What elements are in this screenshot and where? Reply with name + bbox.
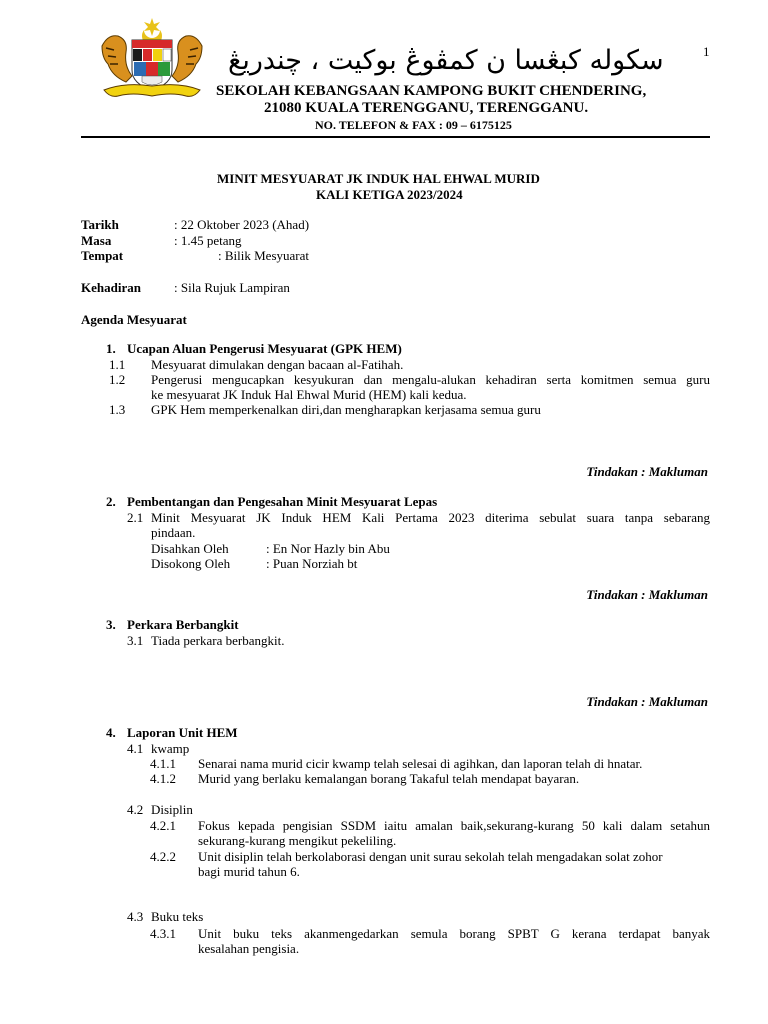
item-4-1-2-number: 4.1.2 bbox=[150, 771, 176, 786]
item-4-1-1-text: Senarai nama murid cicir kwamp telah selesai di agihkan, dan laporan telah di hnatar. bbox=[198, 756, 643, 771]
item-1-1-text: Mesyuarat dimulakan dengan bacaan al-Fatihah. bbox=[151, 357, 404, 372]
header-rule bbox=[81, 136, 710, 138]
place-label: Tempat bbox=[81, 248, 124, 263]
item-4-2-1-text: Fokus kepada pengisian SSDM iaitu amalan baik,sekurang-kurang 50 kali dalam setahun bbox=[198, 818, 710, 833]
item-4-2-1-text-cont: sekurang-kurang mengikut pekeliling. bbox=[198, 833, 397, 848]
agenda-heading: Agenda Mesyuarat bbox=[81, 312, 187, 327]
document-subtitle: KALI KETIGA 2023/2024 bbox=[316, 187, 463, 202]
section-2-action: Tindakan : Makluman bbox=[586, 587, 708, 602]
section-2-number: 2. bbox=[106, 494, 116, 509]
item-4-1-2-text: Murid yang berlaku kemalangan borang Takaful telah mendapat bayaran. bbox=[198, 771, 580, 786]
section-4-number: 4. bbox=[106, 725, 116, 740]
place-value: : Bilik Mesyuarat bbox=[218, 248, 309, 263]
section-3-title: Perkara Berbangkit bbox=[127, 617, 239, 632]
school-name-jawi: سکوله کبڠسا ن کمڤوڠ بوکيت ، چندريڠ bbox=[228, 45, 664, 76]
subsection-4-3-number: 4.3 bbox=[127, 909, 144, 924]
item-4-2-2-text-cont: bagi murid tahun 6. bbox=[198, 864, 300, 879]
school-address: 21080 KUALA TERENGGANU, TERENGGANU. bbox=[264, 100, 589, 116]
subsection-4-1-title: kwamp bbox=[151, 741, 190, 756]
approved-by-label: Disahkan Oleh bbox=[151, 541, 229, 556]
item-1-3-text: GPK Hem memperkenalkan diri,dan mengharapkan kerjasama semua guru bbox=[151, 402, 541, 417]
section-1-title: Ucapan Aluan Pengerusi Mesyuarat (GPK HEM) bbox=[127, 341, 402, 356]
subsection-4-2-number: 4.2 bbox=[127, 802, 144, 817]
item-4-1-1-number: 4.1.1 bbox=[150, 756, 176, 771]
date-label: Tarikh bbox=[81, 217, 119, 232]
item-4-2-2-number: 4.2.2 bbox=[150, 849, 176, 864]
school-phone: NO. TELEFON & FAX : 09 – 6175125 bbox=[315, 118, 512, 132]
section-1-action: Tindakan : Makluman bbox=[586, 464, 708, 479]
seconded-by-label: Disokong Oleh bbox=[151, 556, 231, 571]
section-2-title: Pembentangan dan Pengesahan Minit Mesyuarat Lepas bbox=[127, 494, 438, 509]
time-label: Masa bbox=[81, 233, 112, 248]
item-4-2-1-number: 4.2.1 bbox=[150, 818, 176, 833]
item-2-1-text: Minit Mesyuarat JK Induk HEM Kali Pertama 2023 diterima sebulat suara tanpa sebarang bbox=[151, 510, 710, 525]
school-name: SEKOLAH KEBANGSAAN KAMPONG BUKIT CHENDERING, bbox=[216, 83, 647, 99]
item-4-3-1-text-cont: kesalahan pengisia. bbox=[198, 941, 300, 956]
approved-by-value: : En Nor Hazly bin Abu bbox=[266, 541, 390, 556]
attendance-label: Kehadiran bbox=[81, 280, 141, 295]
section-4-title: Laporan Unit HEM bbox=[127, 725, 238, 740]
item-3-1-number: 3.1 bbox=[127, 633, 144, 648]
section-3-action: Tindakan : Makluman bbox=[586, 694, 708, 709]
item-1-2-number: 1.2 bbox=[109, 372, 126, 387]
item-1-1-number: 1.1 bbox=[109, 357, 126, 372]
section-1-number: 1. bbox=[106, 341, 116, 356]
item-2-1-number: 2.1 bbox=[127, 510, 144, 525]
time-value: : 1.45 petang bbox=[174, 233, 242, 248]
date-value: : 22 Oktober 2023 (Ahad) bbox=[174, 217, 310, 232]
subsection-4-3-title: Buku teks bbox=[151, 909, 204, 924]
item-1-3-number: 1.3 bbox=[109, 402, 126, 417]
item-4-3-1-text: Unit buku teks akanmengedarkan semula borang SPBT G kerana terdapat banyak bbox=[198, 926, 710, 941]
page-number: 1 bbox=[703, 44, 710, 59]
item-1-2-text-cont: ke mesyuarat JK Induk Hal Ehwal Murid (HEM) kali kedua. bbox=[151, 387, 467, 402]
malaysia-coat-of-arms-logo bbox=[96, 16, 208, 106]
item-1-2-text: Pengerusi mengucapkan kesyukuran dan mengalu-alukan kehadiran serta komitmen semua guru bbox=[151, 372, 710, 387]
section-3-number: 3. bbox=[106, 617, 116, 632]
subsection-4-2-title: Disiplin bbox=[151, 802, 193, 817]
document-title: MINIT MESYUARAT JK INDUK HAL EHWAL MURID bbox=[217, 171, 540, 186]
seconded-by-value: : Puan Norziah bt bbox=[266, 556, 358, 571]
subsection-4-1-number: 4.1 bbox=[127, 741, 144, 756]
item-2-1-text-cont: pindaan. bbox=[151, 525, 196, 540]
item-4-2-2-text: Unit disiplin telah berkolaborasi dengan unit surau sekolah telah mengadakan solat zohor bbox=[198, 849, 663, 864]
item-3-1-text: Tiada perkara berbangkit. bbox=[151, 633, 285, 648]
attendance-value: : Sila Rujuk Lampiran bbox=[174, 280, 290, 295]
item-4-3-1-number: 4.3.1 bbox=[150, 926, 176, 941]
